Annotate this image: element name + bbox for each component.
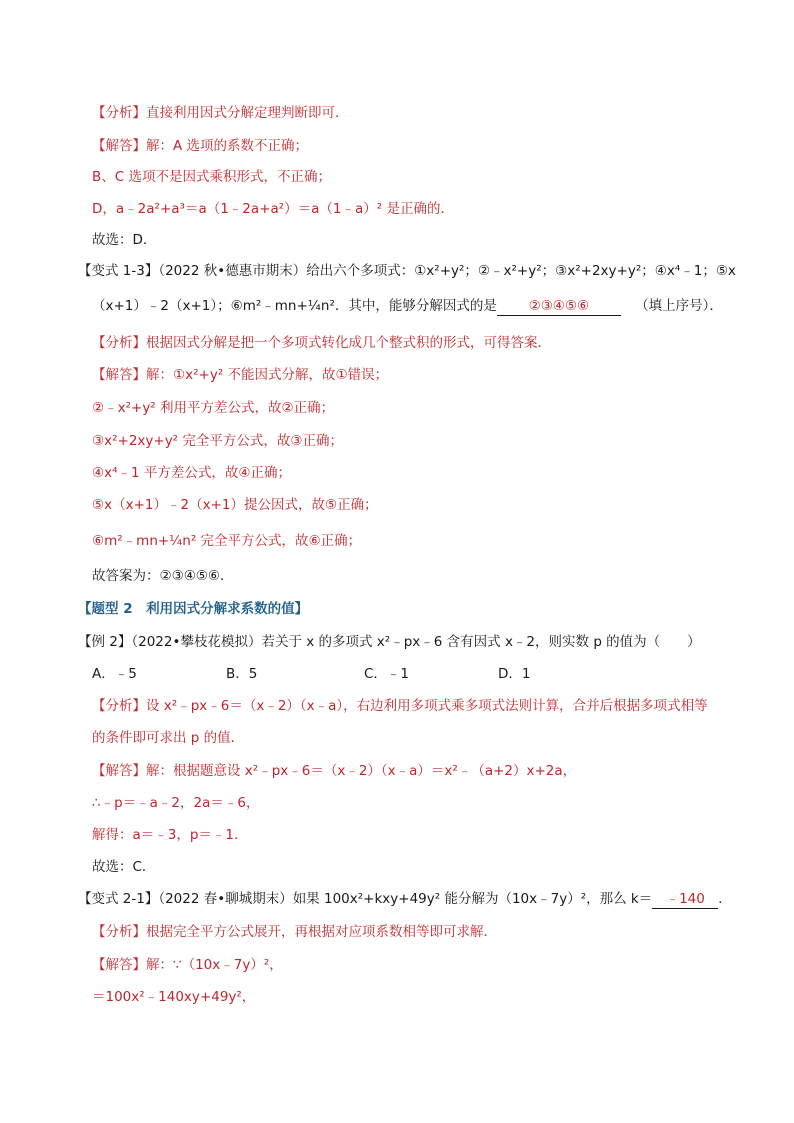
answer-1-3-item-6: ⑥m²﹣mn+¼n² 完全平方公式，故⑥正确；: [92, 533, 362, 549]
answer-1-3: 【解答】解：①x²+y² 不能因式分解，故①错误；: [92, 367, 389, 383]
variant-1-3-question-line-2: [92, 297, 723, 316]
answer-2-1-line-2: ＝100x²﹣140xy+49y²，: [92, 989, 256, 1005]
analysis-2-1: 【分析】根据完全平方公式展开，再根据对应项系数相等即可求解．: [92, 924, 497, 940]
answer-1-3-item-5: ⑤x（x+1）﹣2（x+1）提公因式，故⑤正确；: [92, 497, 378, 513]
option-c: C．﹣1: [364, 666, 410, 682]
answer-2-choice: 故选：C．: [92, 859, 156, 875]
answer-blank-k: [652, 890, 718, 909]
variant-1-3-question-tail: （填上序号）．: [635, 298, 723, 314]
answer-2-1: 【解答】解：∵（10x﹣7y）²，: [92, 957, 283, 973]
answer-1-3-item-3: ③x²+2xy+y² 完全平方公式，故③正确；: [92, 433, 343, 449]
example-2-question: 【例 2】（2022•攀枝花模拟）若关于 x 的多项式 x²﹣px﹣6 含有因式 x﹣2，则实数 p 的值为（ ）: [78, 634, 701, 650]
option-a: A．﹣5: [92, 666, 137, 682]
answer-2-line-3: 解得：a＝﹣3，p＝﹣1．: [92, 827, 248, 843]
example-2-options: [0, 665, 794, 683]
answer-2-line-2: ∴﹣p＝﹣a﹣2，2a＝﹣6，: [92, 795, 260, 811]
answer-1-2-choice: 故选：D．: [92, 232, 157, 248]
answer-1-3-result: 故答案为：②③④⑤⑥．: [92, 568, 234, 584]
answer-blank-k-value: ﹣140: [665, 891, 705, 907]
answer-1-2-line-2: B、C 选项不是因式乘积形式，不正确；: [92, 169, 331, 185]
option-b: B．5: [226, 666, 258, 682]
answer-blank: [497, 297, 621, 316]
answer-1-3-item-4: ④x⁴﹣1 平方差公式，故④正确；: [92, 465, 291, 481]
answer-1-2: 【解答】解：A 选项的系数不正确；: [92, 138, 309, 154]
analysis-2-line-2: 的条件即可求出 p 的值．: [92, 730, 245, 746]
analysis-2: 【分析】设 x²﹣px﹣6＝（x﹣2）（x﹣a），右边利用多项式乘多项式法则计算，合并后根据多项式相等: [92, 698, 708, 714]
variant-2-1-question: [78, 890, 732, 909]
answer-2: 【解答】解：根据题意设 x²﹣px﹣6＝（x﹣2）（x﹣a）＝x²﹣（a+2）x+2a，: [92, 763, 577, 779]
option-d: D．1: [498, 666, 531, 682]
answer-1-2-line-3: D，a﹣2a²+a³＝a（1﹣2a+a²）＝a（1﹣a）² 是正确的．: [92, 201, 454, 217]
variant-1-3-question-text: （x+1）﹣2（x+1）；⑥m²﹣mn+¼n²．其中，能够分解因式的是: [92, 298, 497, 314]
variant-2-1-question-tail: ．: [718, 891, 732, 907]
section-heading-type-2: 【题型 2 利用因式分解求系数的值】: [78, 601, 309, 617]
answer-1-3-item-2: ②﹣x²+y² 利用平方差公式，故②正确；: [92, 400, 335, 416]
variant-2-1-question-text: 【变式 2-1】（2022 春•聊城期末）如果 100x²+kxy+49y² 能分解为（10x﹣7y）²，那么 k＝: [78, 891, 653, 907]
analysis-1-2: 【分析】直接利用因式分解定理判断即可．: [92, 105, 349, 121]
answer-blank-value: ②③④⑤⑥: [528, 298, 590, 314]
analysis-1-3: 【分析】根据因式分解是把一个多项式转化成几个整式积的形式，可得答案．: [92, 335, 551, 351]
variant-1-3-question: 【变式 1-3】（2022 秋•德惠市期末）给出六个多项式：①x²+y²；②﹣x²+y²；③x²+2xy+y²；④x⁴﹣1；⑤x: [78, 263, 736, 279]
